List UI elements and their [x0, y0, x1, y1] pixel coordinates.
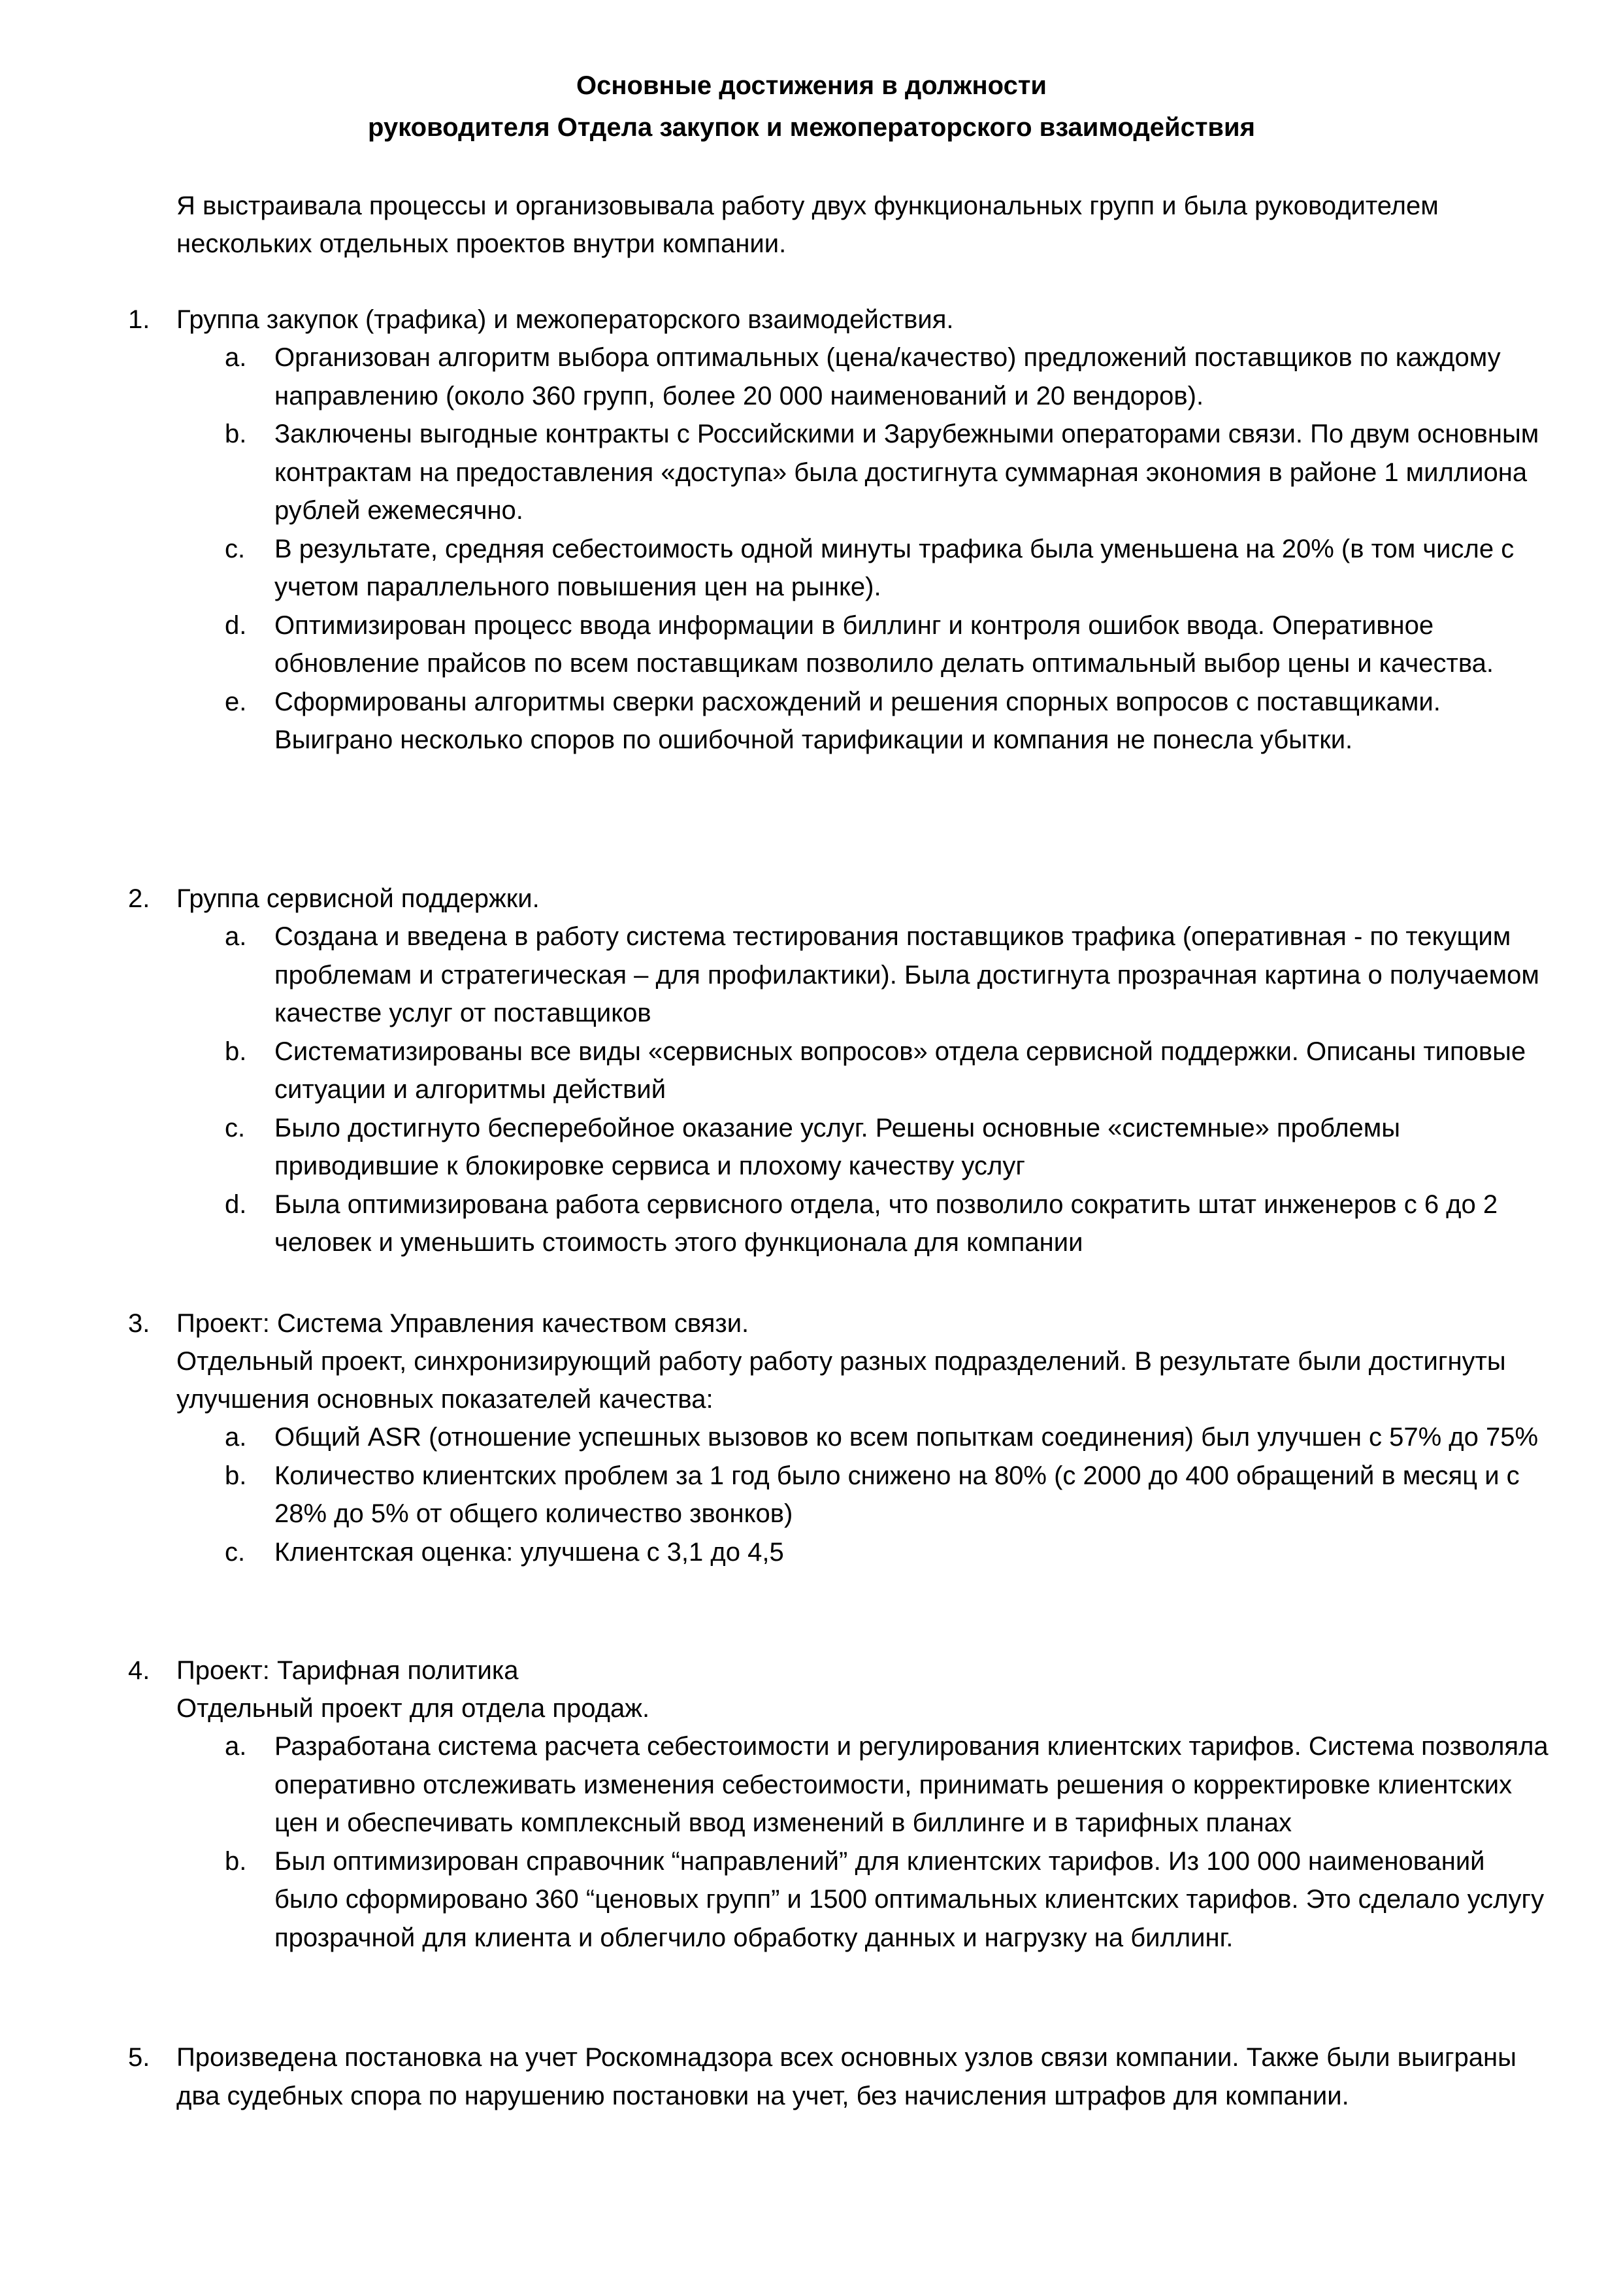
section-title: Группа закупок (трафика) и межоператорского взаимодействия. [176, 305, 954, 334]
list-item [0, 607, 1623, 683]
subitem-list [0, 1727, 1623, 1957]
subitem-list [0, 918, 1623, 1262]
item-letter: c. [225, 1113, 246, 1142]
section-number: 3. [128, 1309, 150, 1338]
item-letter: b. [225, 1037, 247, 1066]
item-letter: b. [225, 1846, 247, 1876]
section-heading [0, 880, 1623, 918]
document-title-line-1: Основные достижения в должности [576, 71, 1047, 100]
item-letter: b. [225, 420, 247, 448]
list-item [0, 1727, 1623, 1842]
item-text: Клиентская оценка: улучшена с 3,1 до 4,5 [274, 1537, 784, 1567]
item-text: Организован алгоритм выбора оптимальных (цена/качество) предложений поставщиков по каждому направлению (около 360 групп, более 20 000 наименований и 20 вендоров). [274, 343, 1501, 410]
list-item [0, 1457, 1623, 1533]
list-item [0, 1533, 1623, 1572]
list-item [0, 1418, 1623, 1457]
list-item [0, 1109, 1623, 1186]
list-item [0, 1842, 1623, 1957]
item-text: Заключены выгодные контракты с Российскими и Зарубежными операторами связи. По двум основным контрактам на предоставления «доступа» была достигнута суммарная экономия в районе 1 миллиона рублей ежемесячно. [274, 420, 1539, 525]
section-number: 5. [128, 2043, 150, 2072]
item-letter: c. [225, 534, 246, 563]
section-description: Отдельный проект для отдела продаж. [176, 1694, 650, 1723]
section-description: Отдельный проект, синхронизирующий работу работу разных подразделений. В результате были достигнуты улучшения основных показателей качества: [176, 1347, 1506, 1414]
list-item [0, 918, 1623, 1033]
list-item [0, 530, 1623, 607]
item-letter: e. [225, 687, 247, 716]
section-heading [0, 301, 1623, 339]
section-number: 1. [128, 305, 150, 334]
item-letter: c. [225, 1537, 246, 1567]
section-2 [0, 880, 1623, 1262]
item-text: Создана и введена в работу система тестирования поставщиков трафика (оперативная - по текущим проблемам и стратегическая – для профилактики). Была достигнута прозрачная картина о получаемом качестве услуг от поставщиков [274, 922, 1539, 1027]
section-4 [0, 1652, 1623, 1957]
intro-paragraph: Я выстраивала процессы и организовывала работу двух функциональных групп и была руководителем нескольких отдельных проектов внутри компании. [176, 191, 1439, 258]
section-1 [0, 301, 1623, 759]
item-text: Общий ASR (отношение успешных вызовов ко всем попыткам соединения) был улучшен с 57% до 75% [274, 1423, 1539, 1452]
item-letter: a. [225, 1732, 247, 1761]
item-letter: d. [225, 610, 247, 640]
item-text: Была оптимизирована работа сервисного отдела, что позволило сократить штат инженеров с 6 до 2 человек и уменьшить стоимость этого функционала для компании [274, 1190, 1498, 1257]
item-letter: b. [225, 1461, 247, 1490]
item-text: Оптимизирован процесс ввода информации в биллинг и контроля ошибок ввода. Оперативное обновление прайсов по всем поставщикам позволило делать оптимальный выбор цены и качества. [274, 610, 1494, 678]
item-letter: a. [225, 922, 247, 951]
item-text: Систематизированы все виды «сервисных вопросов» отдела сервисной поддержки. Описаны типовые ситуации и алгоритмы действий [274, 1037, 1526, 1104]
section-title: Проект: Тарифная политика [176, 1656, 519, 1685]
section-number: 4. [128, 1656, 150, 1685]
section-3 [0, 1305, 1623, 1571]
item-letter: a. [225, 343, 247, 372]
list-item [0, 1186, 1623, 1262]
list-item [0, 1033, 1623, 1109]
subitem-list [0, 1418, 1623, 1571]
list-item [0, 415, 1623, 530]
section-5 [0, 2038, 1623, 2115]
section-heading [0, 1305, 1623, 1342]
section-number: 2. [128, 884, 150, 913]
item-text: Было достигнуто бесперебойное оказание услуг. Решены основные «системные» проблемы приводившие к блокировке сервиса и плохому качеству услуг [274, 1113, 1401, 1180]
document-title-line-2: руководителя Отдела закупок и межоператорского взаимодействия [368, 113, 1255, 142]
list-item [0, 683, 1623, 759]
item-text: В результате, средняя себестоимость одной минуты трафика была уменьшена на 20% (в том числе с учетом параллельного повышения цен на рынке). [274, 534, 1515, 601]
section-title: Проект: Система Управления качеством связи. [176, 1309, 749, 1338]
item-letter: a. [225, 1423, 247, 1452]
item-text: Был оптимизирован справочник “направлений” для клиентских тарифов. Из 100 000 наименований было сформировано 360 “ценовых групп” и 1500 оптимальных клиентских тарифов. Это сделало услугу прозрачной для клиента и облегчило обработку данных и нагрузку на биллинг. [274, 1846, 1545, 1952]
item-text: Количество клиентских проблем за 1 год было снижено на 80% (с 2000 до 400 обращений в месяц и с 28% до 5% от общего количество звонков) [274, 1461, 1520, 1528]
item-text: Разработана система расчета себестоимости и регулирования клиентских тарифов. Система позволяла оперативно отслеживать изменения себестоимости, принимать решения о корректировке клиентских цен и обеспечивать комплексный ввод изменений в биллинге и в тарифных планах [274, 1732, 1549, 1837]
list-item [0, 339, 1623, 415]
section-title: Группа сервисной поддержки. [176, 884, 540, 913]
section-heading [0, 1652, 1623, 1689]
section-paragraph: Произведена постановка на учет Роскомнадзора всех основных узлов связи компании. Также были выиграны два судебных спора по нарушению постановки на учет, без начисления штрафов для компании. [176, 2043, 1516, 2110]
subitem-list [0, 339, 1623, 759]
item-text: Сформированы алгоритмы сверки расхождений и решения спорных вопросов с поставщиками. Выиграно несколько споров по ошибочной тарификации и компания не понесла убытки. [274, 687, 1441, 754]
item-letter: d. [225, 1190, 247, 1219]
